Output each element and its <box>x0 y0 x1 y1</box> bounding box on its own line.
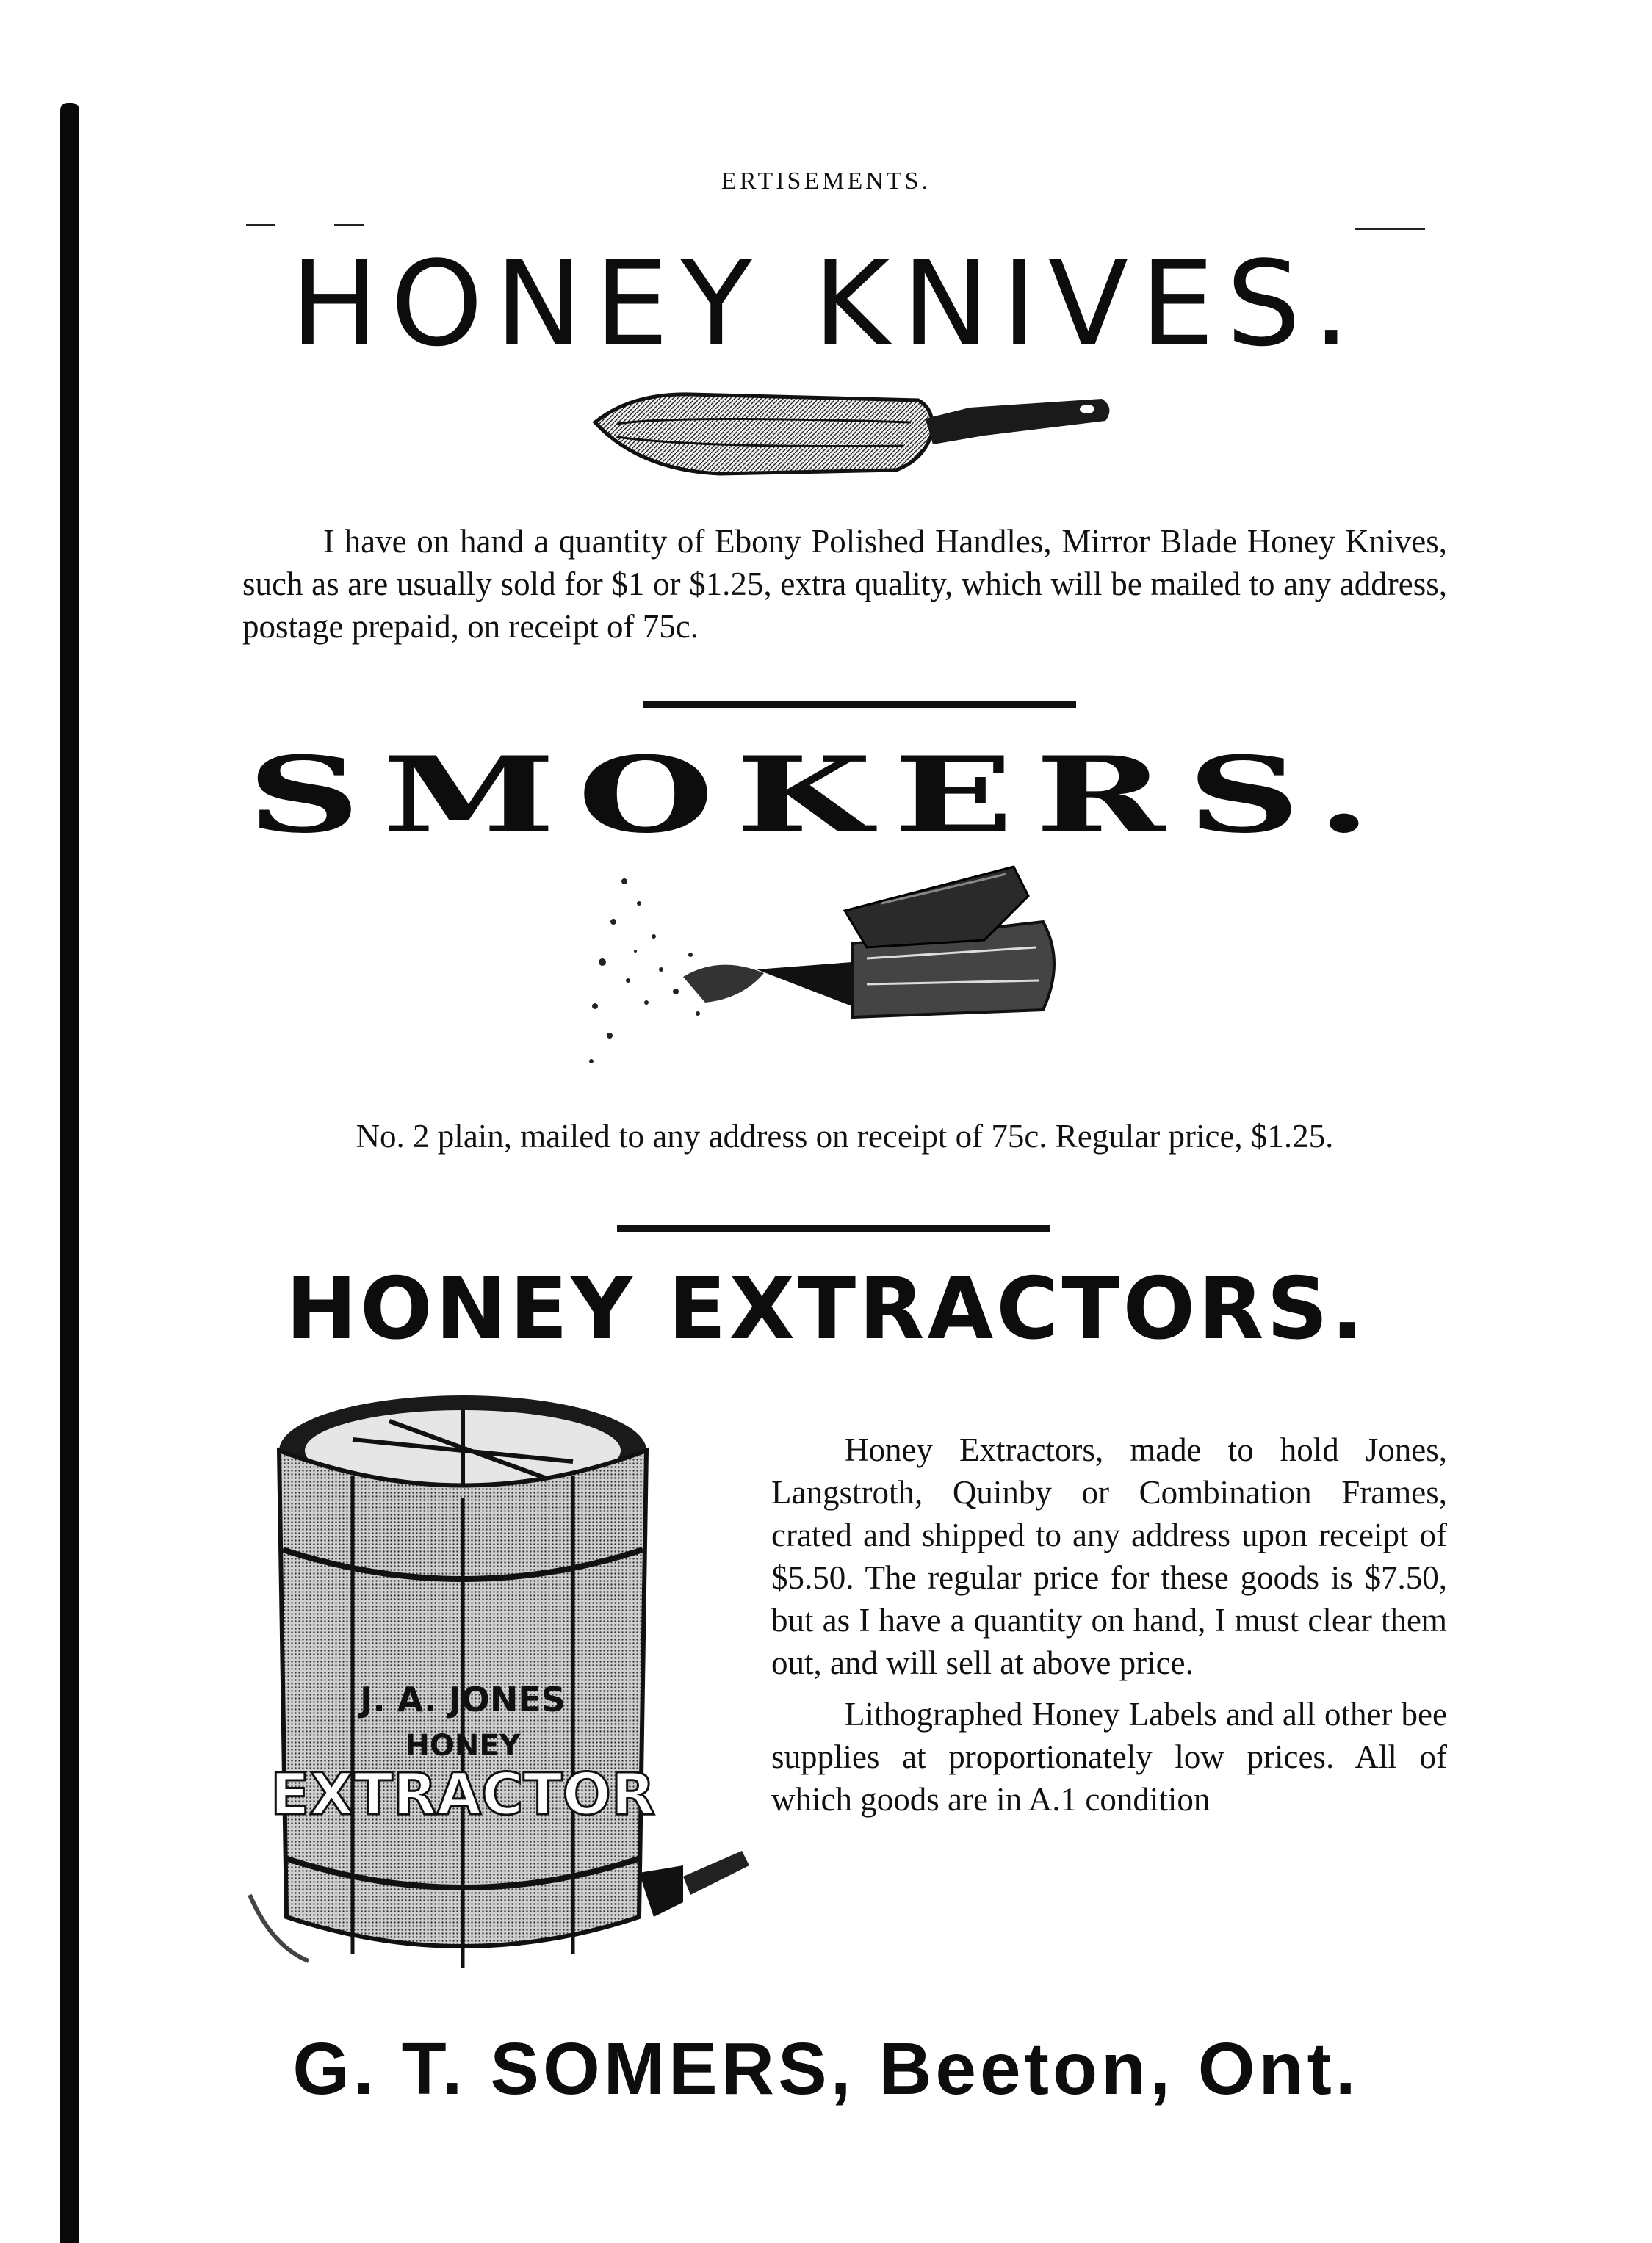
extractor-label-line-1: J. A. JONES <box>360 1680 566 1719</box>
left-margin-rule <box>60 103 79 2243</box>
extractor-label-line-2: HONEY <box>405 1729 521 1763</box>
header-dash-right <box>1355 228 1425 230</box>
section-divider-1 <box>643 701 1076 708</box>
header-dash-left-2 <box>334 224 364 226</box>
honey-knives-description: I have on hand a quantity of Ebony Polished Handles, Mirror Blade Honey Knives, such as are usually sold for $1 or $1.25, extra quality, which will be mailed to any address, postage prepaid, on receipt of 75c. <box>242 523 1447 645</box>
bee-smoker-illustration <box>573 852 1087 1094</box>
section-divider-2 <box>617 1225 1050 1232</box>
advertiser-signature: G. T. SOMERS, Beeton, Ont. <box>292 2028 1360 2110</box>
header-dash-left <box>246 224 275 226</box>
smokers-title: SMOKERS. <box>247 734 1393 856</box>
honey-knife-illustration <box>588 378 1117 488</box>
smokers-description: No. 2 plain, mailed to any address on receipt of 75c. Regular price, $1.25. <box>356 1118 1334 1155</box>
honey-extractors-description: Honey Extractors, made to hold Jones, Langstroth, Quinby or Combination Frames, crated and shipped to any address upon receipt of $5.50. The regular price for these goods is $7.50, but as I have a quantity on hand, I must clear them out, and will sell at above price. <box>771 1431 1447 1681</box>
page-header: ERTISEMENTS. <box>721 167 931 195</box>
extractor-label-line-3: EXTRACTOR <box>270 1762 655 1828</box>
honey-labels-description: Lithographed Honey Labels and all other bee supplies at proportionately low prices. All of which goods are in A.1 condition <box>771 1696 1447 1818</box>
honey-extractors-title: HONEY EXTRACTORS. <box>285 1260 1367 1359</box>
honey-extractor-illustration <box>242 1388 771 1990</box>
honey-knives-title: HONEY KNIVES. <box>290 235 1362 372</box>
